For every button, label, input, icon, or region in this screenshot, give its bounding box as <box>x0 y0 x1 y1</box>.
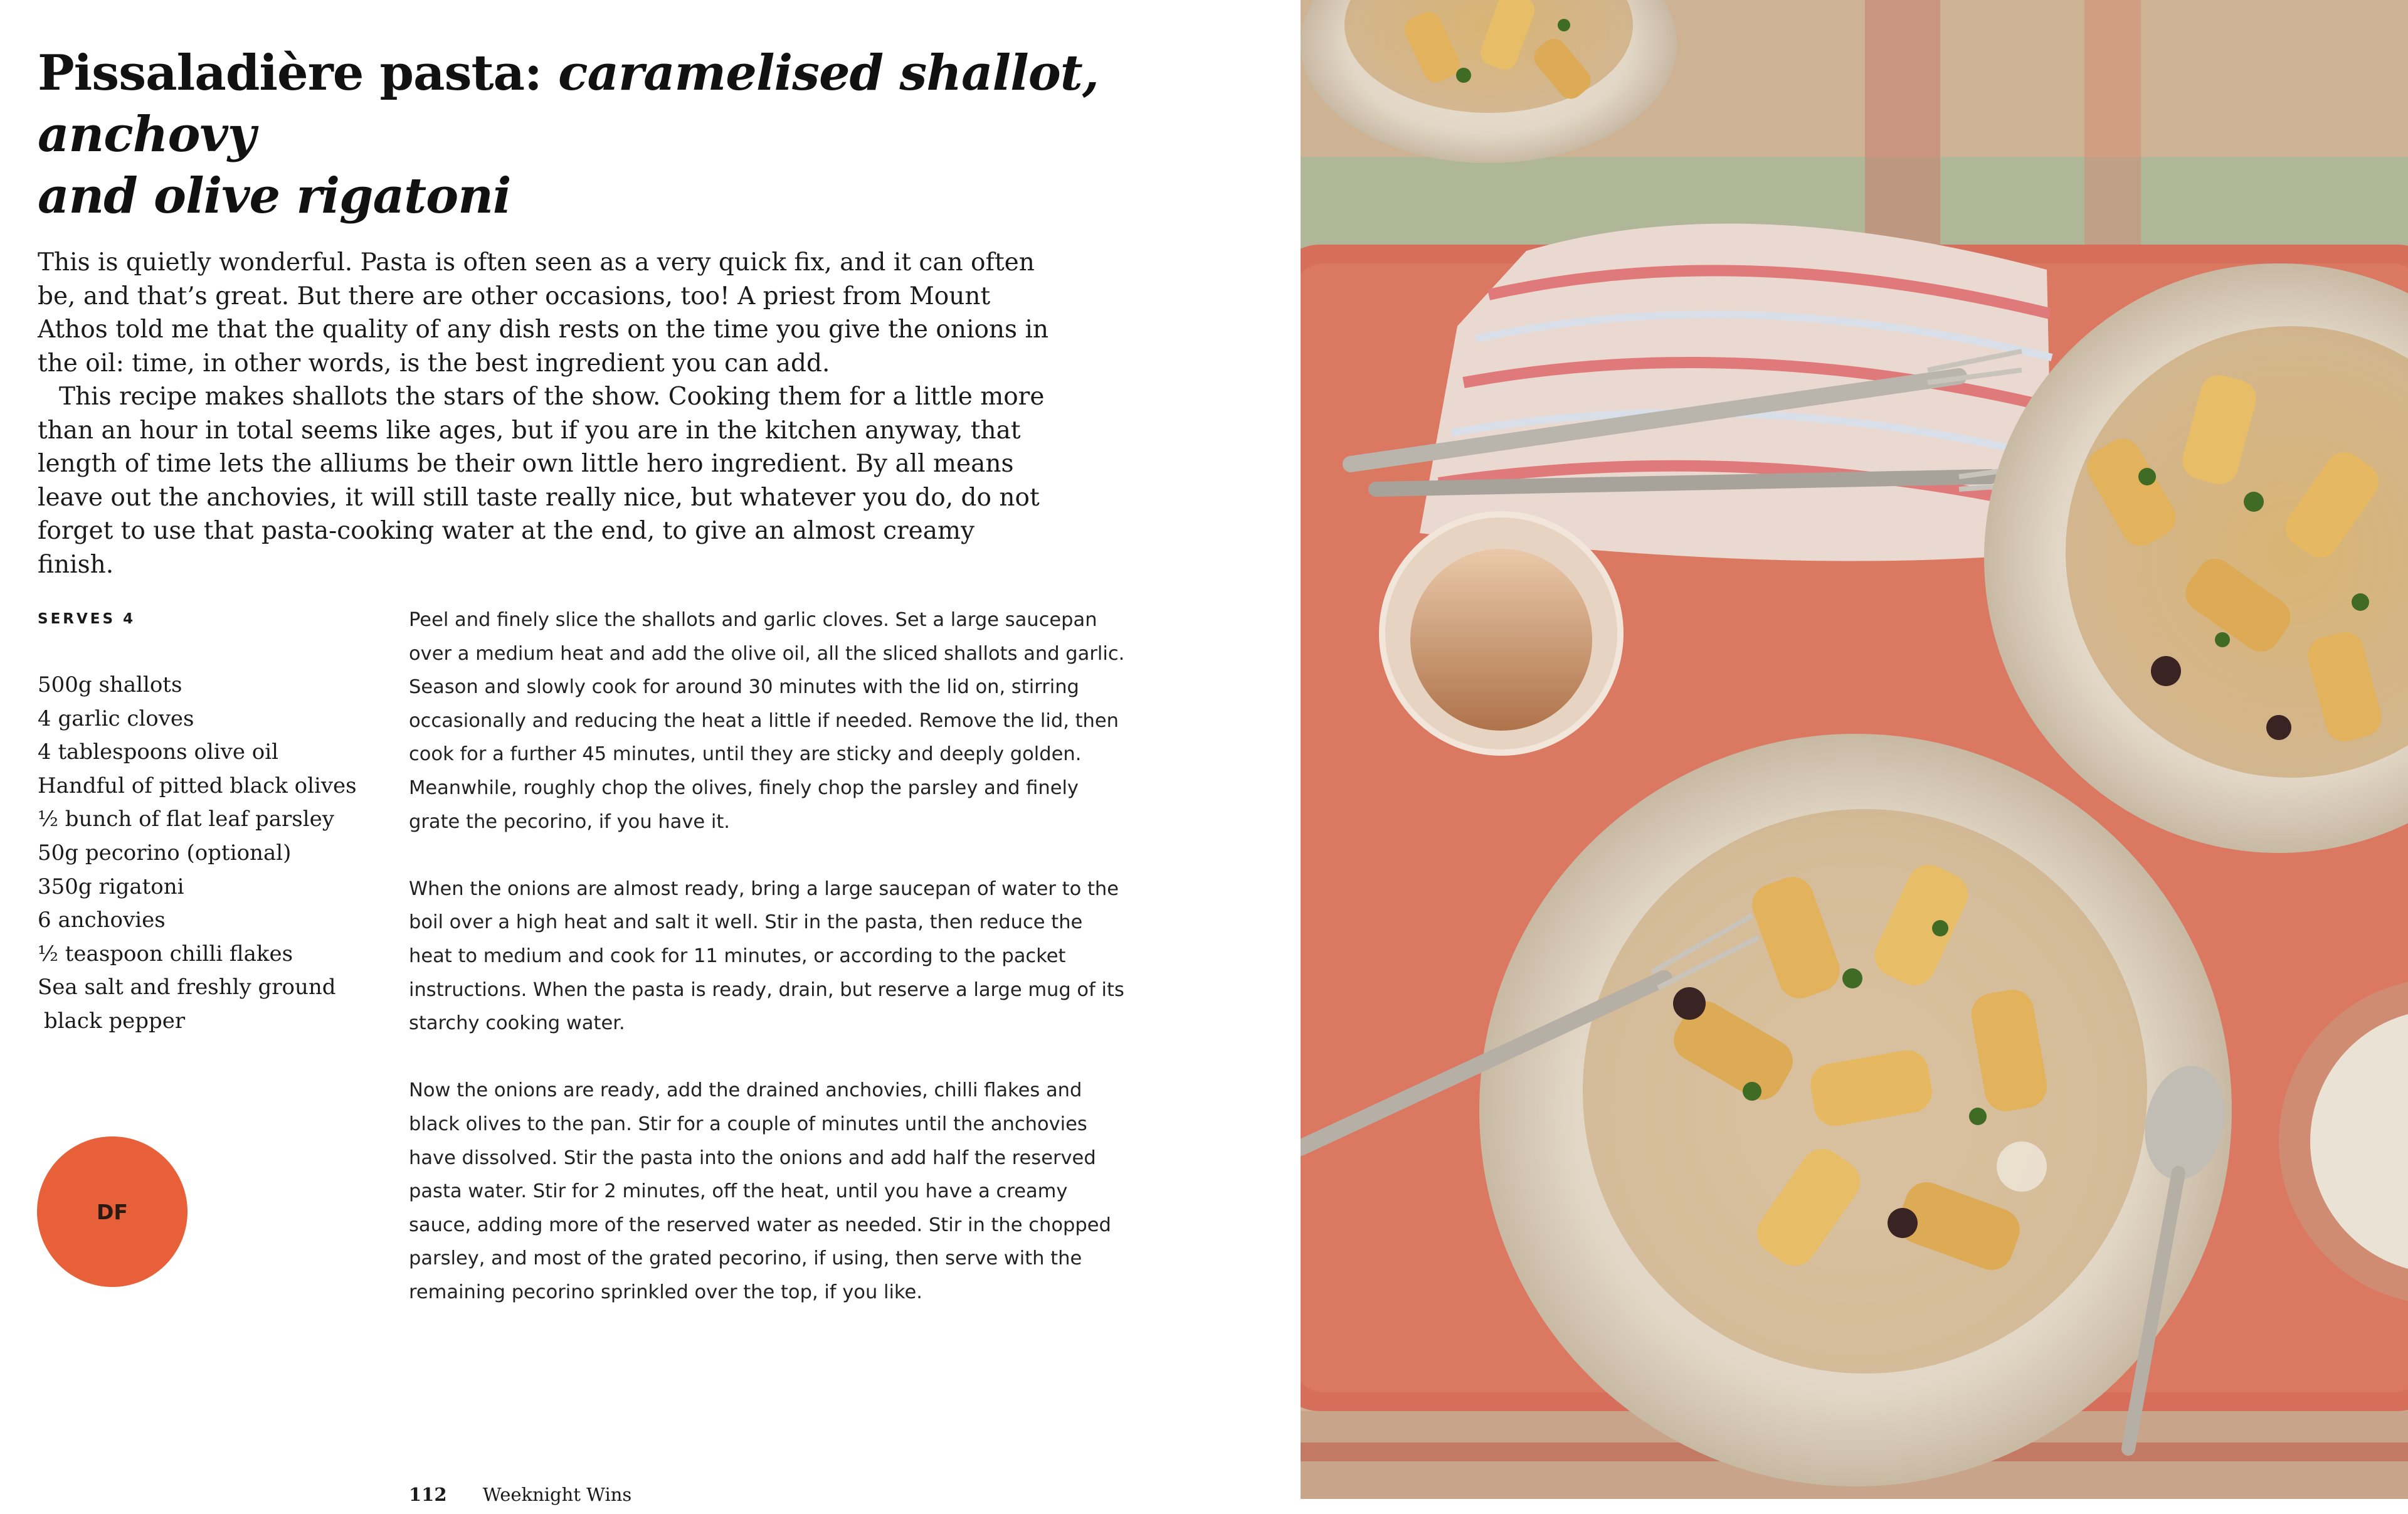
dairy-free-badge <box>37 1136 187 1287</box>
ingredient-item: 4 tablespoons olive oil <box>38 739 279 765</box>
title-plain: Pissaladière pasta: <box>38 45 542 102</box>
ingredient-item: Sea salt and freshly ground <box>38 975 336 1000</box>
intro-paragraph: This recipe makes shallots the stars of the show. Cooking them for a little more than an hour in total seems like ages, but if you are in the kitchen anyway, that length of time lets the alliums be their own little hero ingredient. By all means leave out the anchovies, it will still taste really nice, but whatever you do, do not forget to use that pasta-cooking water at the end, to give an almost creamy finish. <box>38 383 1045 579</box>
method-paragraph: Now the onions are ready, add the drained anchovies, chilli flakes and black olives to the pan. Stir for a couple of minutes until the anchovies have dissolved. Stir the pasta into the onions and add half the reserved pasta water. Stir for 2 minutes, off the heat, until you have a creamy sauce, adding more of the reserved water as needed. Stir in the chopped parsley, and most of the grated pecorino, if using, then serve with the remaining pecorino sprinkled over the top, if you like. <box>409 1079 1111 1303</box>
title-italic-line-2: and olive rigatoni <box>38 167 511 225</box>
ingredient-list <box>38 669 389 1039</box>
section-name: Weeknight Wins <box>482 1484 632 1505</box>
ingredient-item: ½ bunch of flat leaf parsley <box>38 807 334 832</box>
ingredient-item: ½ teaspoon chilli flakes <box>38 941 293 966</box>
recipe-title <box>38 43 1104 227</box>
serves-label: SERVES 4 <box>38 611 136 627</box>
recipe-introduction <box>38 246 1054 581</box>
intro-paragraph: This is quietly wonderful. Pasta is often seen as a very quick fix, and it can often be, and that’s great. But there are other occasions, too! A priest from Mount Athos told me that the quality of any dish rests on the time you give the onions in the oil: time, in other words, is the best ingredient you can add. <box>38 248 1049 378</box>
method-paragraph: Peel and finely slice the shallots and garlic cloves. Set a large saucepan over a medium heat and add the olive oil, all the sliced shallots and garlic. Season and slowly cook for around 30 minutes with the lid on, stirring occasionally and reducing the heat a little if needed. Remove the lid, then cook for a further 45 minutes, until they are sticky and deeply golden. Meanwhile, roughly chop the olives, finely chop the parsley and finely grate the pecorino, if you have it. <box>409 609 1125 833</box>
page-number: 112 <box>409 1484 447 1505</box>
title-italic-line-1: caramelised shallot, anchovy <box>38 45 1099 163</box>
ingredient-item: 4 garlic cloves <box>38 706 194 731</box>
ingredient-item: 350g rigatoni <box>38 874 184 899</box>
method-steps <box>409 603 1130 1343</box>
recipe-photo <box>1301 0 2408 1499</box>
ingredient-item: Handful of pitted black olives <box>38 773 357 798</box>
striped-napkin <box>1420 224 2053 561</box>
page-footer <box>409 1484 631 1505</box>
wine-glass <box>1382 514 1620 753</box>
badge-label: DF <box>97 1199 128 1224</box>
ingredient-item: 6 anchovies <box>38 908 166 933</box>
ingredient-item: 500g shallots <box>38 672 182 697</box>
ingredient-item: 50g pecorino (optional) <box>38 840 292 866</box>
ingredient-item: black pepper <box>44 1008 186 1034</box>
method-paragraph: When the onions are almost ready, bring a large saucepan of water to the boil over a high heat and salt it well. Stir in the pasta, then reduce the heat to medium and cook for 11 minutes, or according to the packet instructions. When the pasta is ready, drain, but reserve a large mug of its starchy cooking water. <box>409 877 1124 1035</box>
